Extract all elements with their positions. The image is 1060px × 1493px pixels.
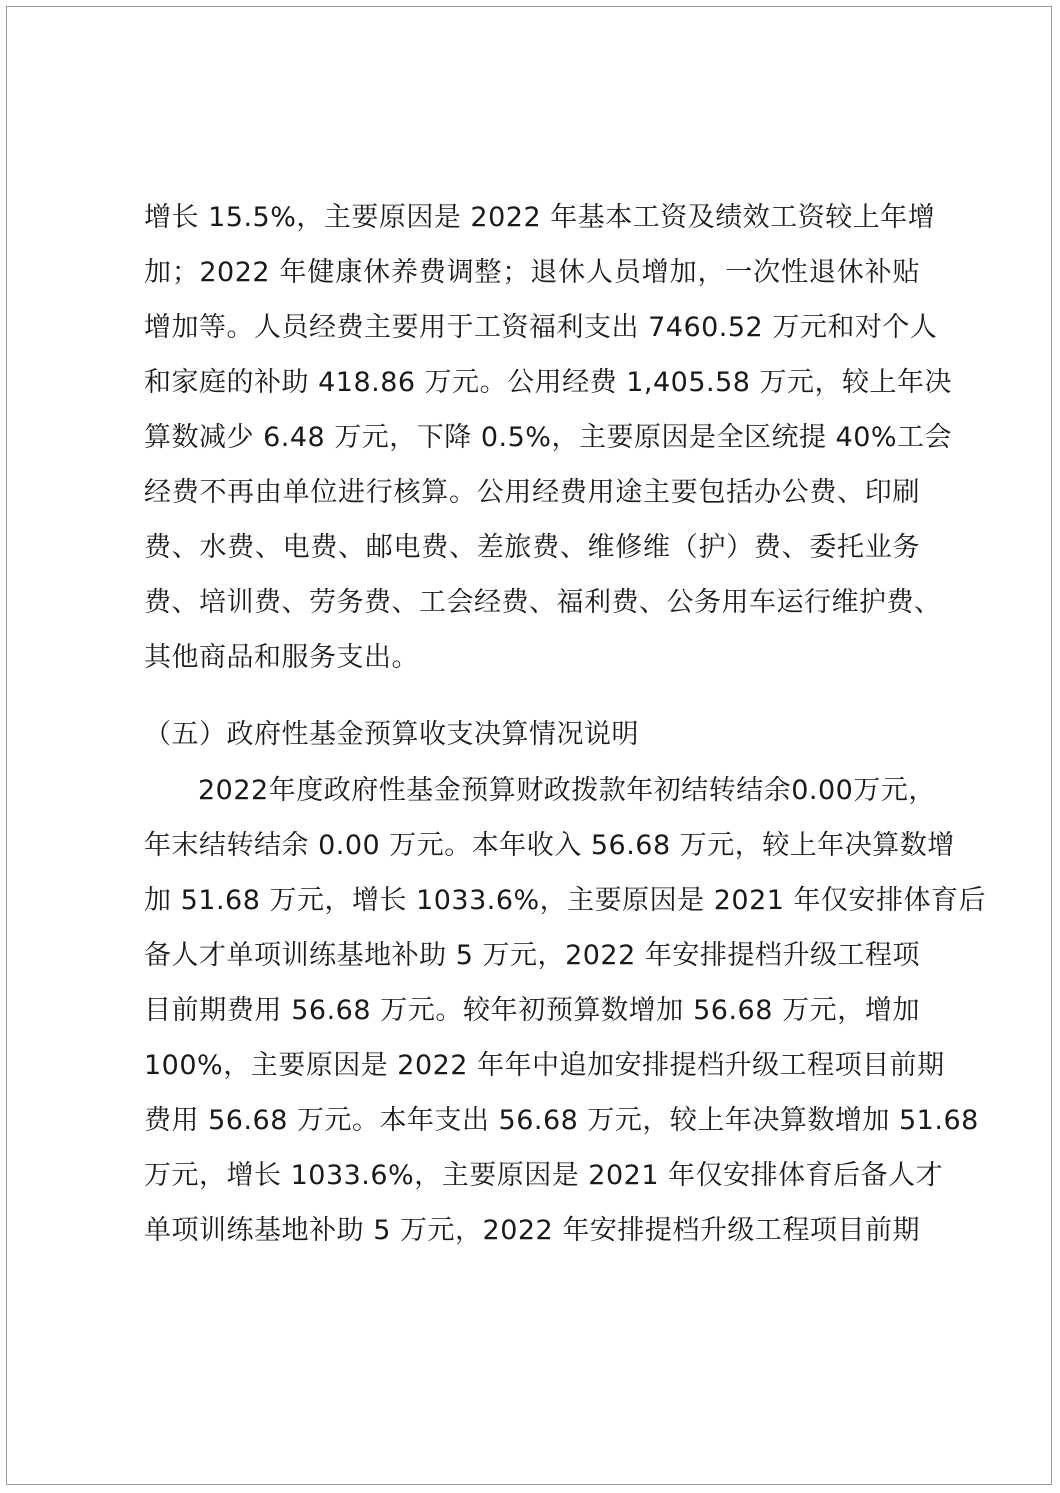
paragraph-2-line: 费用 56.68 万元。本年支出 56.68 万元，较上年决算数增加 51.68 <box>144 1105 979 1136</box>
paragraph-1-line: 增长 15.5%，主要原因是 2022 年基本工资及绩效工资较上年增 <box>144 202 936 233</box>
paragraph-2-line: 加 51.68 万元，增长 1033.6%，主要原因是 2021 年仅安排体育后 <box>144 885 987 916</box>
paragraph-2-line: 万元，增长 1033.6%，主要原因是 2021 年仅安排体育后备人才 <box>144 1160 944 1191</box>
paragraph-1-line: 算数减少 6.48 万元，下降 0.5%，主要原因是全区统提 40%工会 <box>144 422 953 453</box>
paragraph-1-line: 费、水费、电费、邮电费、差旅费、维修维（护）费、委托业务 <box>144 532 920 563</box>
paragraph-1-line: 和家庭的补助 418.86 万元。公用经费 1,405.58 万元，较上年决 <box>144 367 953 398</box>
paragraph-1-line: 加；2022 年健康休养费调整；退休人员增加，一次性退休补贴 <box>144 257 920 288</box>
paragraph-2-line: 年末结转结余 0.00 万元。本年收入 56.68 万元，较上年决算数增 <box>144 830 955 861</box>
paragraph-2-line: 100%，主要原因是 2022 年年中追加安排提档升级工程项目前期 <box>144 1050 945 1081</box>
paragraph-1-line: 增加等。人员经费主要用于工资福利支出 7460.52 万元和对个人 <box>144 312 938 343</box>
paragraph-2-line: 单项训练基地补助 5 万元，2022 年安排提档升级工程项目前期 <box>144 1215 920 1246</box>
paragraph-1-line: 其他商品和服务支出。 <box>144 642 419 673</box>
paragraph-2-line: 2022年度政府性基金预算财政拨款年初结转结余0.00万元， <box>198 775 936 806</box>
paragraph-2-line: 备人才单项训练基地补助 5 万元，2022 年安排提档升级工程项 <box>144 940 920 971</box>
paragraph-2-line: 目前期费用 56.68 万元。较年初预算数增加 56.68 万元，增加 <box>144 995 920 1026</box>
section-heading: （五）政府性基金预算收支决算情况说明 <box>144 719 639 750</box>
paragraph-1-line: 经费不再由单位进行核算。公用经费用途主要包括办公费、印刷 <box>144 477 920 508</box>
paragraph-1-line: 费、培训费、劳务费、工会经费、福利费、公务用车运行维护费、 <box>144 587 942 618</box>
